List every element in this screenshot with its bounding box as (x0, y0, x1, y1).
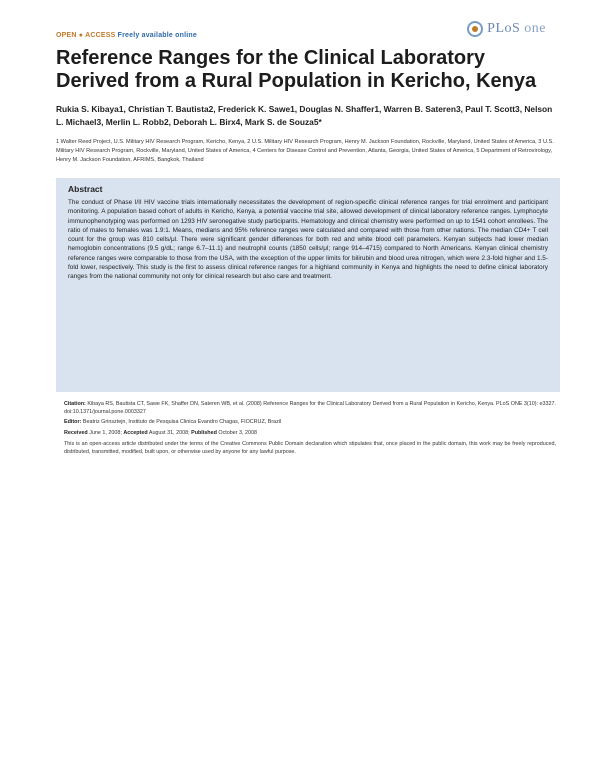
abstract-text: The conduct of Phase I/II HIV vaccine trials internationally necessitates the development of region-specific clinical reference ranges for trial enrolment and participant monitoring. A population based cohort of adults in Kericho, Kenya, a potential vaccine trial site, allowed development of clinical laboratory reference ranges. Lymphocyte immunophenotyping was performed on 1293 HIV seronegative study participants. Hematology and clinical chemistry were performed on up to 1541 cohort enrollees. The ratio of males to females was 1.9:1. Means, medians and 95% reference ranges were calculated and compared with those from other nations. The median CD4+ T cell count for the group was 810 cells/μl. There were significant gender differences for both red and white blood cell parameters. Kenyan subjects had lower median hemoglobin concentrations (9.5 g/dL; range 6.7–11.1) and neutrophil counts (1850 cells/μl; range 914–4715) compared to North Americans. Kenyan clinical chemistry reference ranges were comparable to those from the USA, with the exception of the upper limits for bilirubin and blood urea nitrogen, which were 2.3-fold higher and 1.5-fold lower, respectively. This study is the first to assess clinical reference ranges for a highland community in Kenya and highlights the need to define clinical laboratory ranges from the national community not only for clinical research but also care and treatment. (68, 199, 548, 281)
abstract-box (56, 178, 560, 392)
plos-one-logo (467, 18, 546, 40)
journal-header (56, 14, 546, 38)
editor-text: Beatriz Grinsztejn, Instituto de Pesquisa Clinica Evandro Chagas, FIOCRUZ, Brazil (82, 419, 282, 425)
editor-block: Editor: Beatriz Grinsztejn, Instituto de Pesquisa Clinica Evandro Chagas, FIOCRUZ, Brazil (64, 419, 282, 425)
author-list: Rukia S. Kibaya1, Christian T. Bautista2, Frederick K. Sawe1, Douglas N. Shaffer1, Warren B. Sateren3, Paul T. Scott3, Nelson L. Michael3, Merlin L. Robb2, Deborah L. Birx4, Mark S. de Souza5* (56, 104, 553, 127)
plos-logo-text: PLoS one (487, 21, 546, 36)
access-label: ACCESS (85, 32, 116, 39)
affiliations: 1 Walter Reed Project, U.S. Military HIV Research Program, Kericho, Kenya, 2 U.S. Military HIV Research Program, Henry M. Jackson Foundation, Rockville, Maryland, United States of America, 3 U.S. Military HIV Research Program, Rockville, Maryland, United States of America, 4 Centers for Disease Control and Prevention, Atlanta, Georgia, United States of America, 5 Department of Retrovirology, Henry M. Jackson Foundation, AFRIMS, Bangkok, Thailand (56, 139, 554, 163)
plos-logo-icon (467, 21, 483, 37)
dates-block: Received June 1, 2008; Accepted August 31, 2008; Published October 3, 2008 (64, 430, 258, 436)
abstract-heading: Abstract (68, 184, 103, 194)
open-access-banner (56, 32, 197, 39)
license-block: This is an open-access article distributed under the terms of the Creative Commons Public Domain declaration which stipulates that, once placed in the public domain, this work may be freely reproduced, distributed, transmitted, modified, built upon, or otherwise used by anyone for any lawful purpose. (64, 441, 556, 456)
freely-available-label: Freely available online (117, 32, 197, 39)
citation-text: Kibaya RS, Bautista CT, Sawe FK, Shaffer DN, Sateren WB, et al. (2008) Reference Ranges for the Clinical Laboratory Derived from a Rural Population in Kericho, Kenya. PLoS ONE 3(10): e3327. doi:10.1371/journal.pone.0003327 (64, 401, 556, 416)
open-label: OPEN (56, 32, 77, 39)
open-access-lock-icon: ● (78, 32, 84, 39)
citation-block: Citation: Kibaya RS, Bautista CT, Sawe FK, Shaffer DN, Sateren WB, et al. (2008) Reference Ranges for the Clinical Laboratory Derived from a Rural Population in Kericho, Kenya. PLoS ONE 3(10): e3327. doi:10.1371/journal.pone.0003327 (64, 401, 556, 416)
article-title: Reference Ranges for the Clinical Laboratory Derived from a Rural Population in Kericho, Kenya (56, 47, 537, 92)
